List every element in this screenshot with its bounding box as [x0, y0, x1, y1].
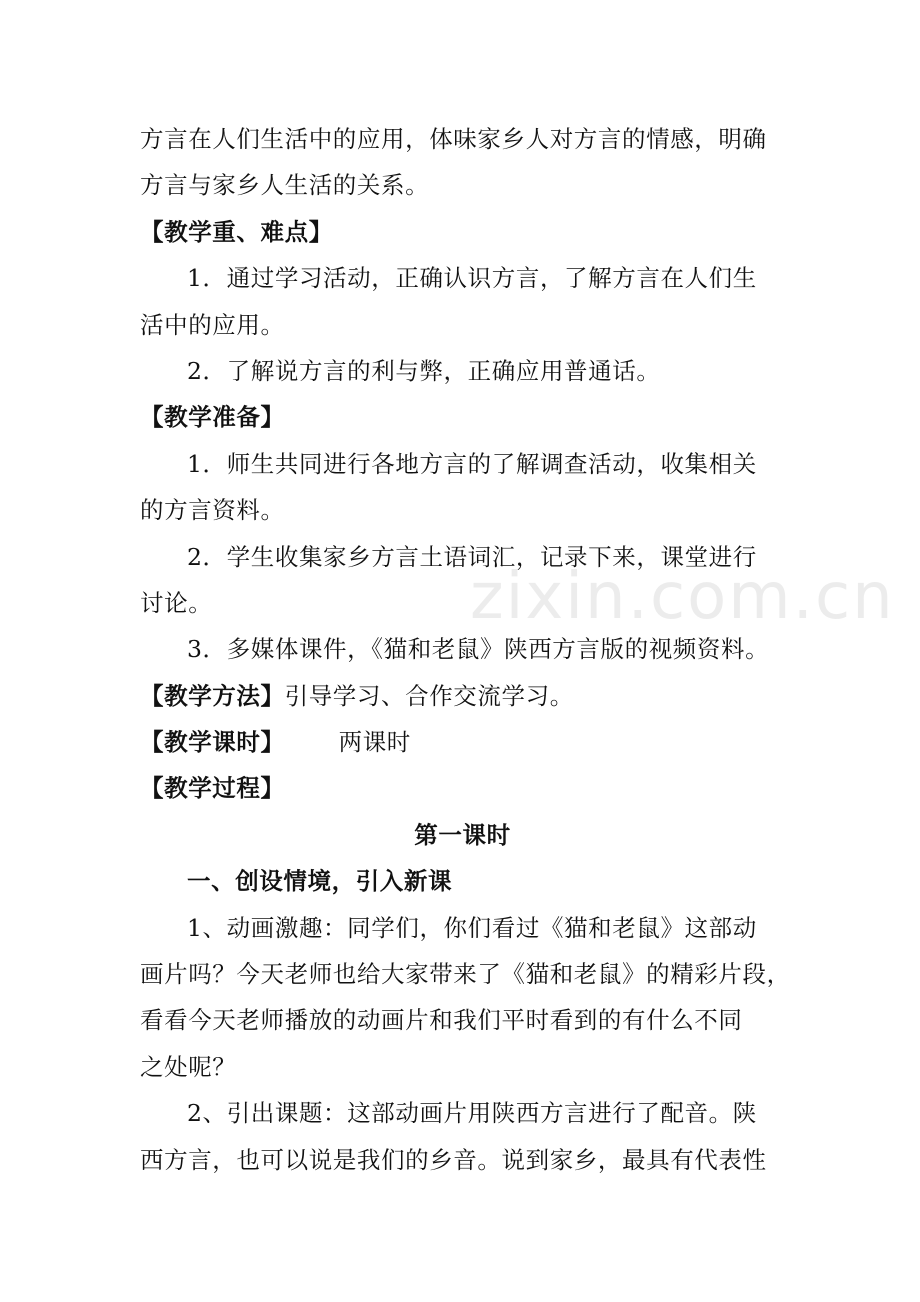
- paragraph-line: 2．了解说方言的利与弊，正确应用普通话。: [187, 356, 661, 385]
- paragraph-line: 方言与家乡人生活的关系。: [140, 171, 430, 200]
- document-page: [140, 116, 791, 1183]
- section-heading: 【教学方法】: [140, 681, 285, 710]
- lesson-title: 第一课时: [414, 820, 511, 849]
- section-heading: 【教学重、难点】: [140, 217, 333, 246]
- hours-line: [140, 719, 785, 765]
- method-text: 引导学习、合作交流学习。: [284, 681, 574, 710]
- paragraph-line: 2．学生收集家乡方言土语词汇，记录下来，课堂进行: [187, 542, 757, 571]
- paragraph-line: 讨论。: [140, 588, 213, 617]
- watermark: zixin.com.cn: [470, 560, 895, 634]
- paragraph-line: 西方言，也可以说是我们的乡音。说到家乡，最具有代表性: [140, 1145, 767, 1174]
- paragraph-line: 方言在人们生活中的应用，体味家乡人对方言的情感，明确: [140, 125, 767, 153]
- paragraph-line: 1、动画激趣：同学们，你们看过《猫和老鼠》这部动: [187, 913, 757, 942]
- section-heading: 【教学过程】: [140, 774, 285, 803]
- paragraph-line: 1．通过学习活动，正确认识方言，了解方言在人们生: [187, 264, 757, 293]
- paragraph-line: 1．师生共同进行各地方言的了解调查活动，收集相关: [187, 449, 757, 478]
- section-heading: 【教学准备】: [140, 403, 285, 432]
- subsection-heading: 一、创设情境，引入新课: [187, 867, 453, 896]
- paragraph-line: 3．多媒体课件，《猫和老鼠》陕西方言版的视频资料。: [187, 635, 770, 664]
- paragraph-line: 之处呢？: [140, 1052, 237, 1081]
- paragraph-line: 2、引出课题：这部动画片用陕西方言进行了配音。陕: [187, 1099, 757, 1128]
- paragraph-line: 活中的应用。: [140, 310, 285, 339]
- paragraph-line: 看看今天老师播放的动画片和我们平时看到的有什么不同: [140, 1006, 743, 1035]
- section-heading: 【教学课时】: [140, 728, 285, 757]
- method-line: [140, 673, 785, 719]
- paragraph-line: 的方言资料。: [140, 496, 285, 525]
- hours-text: 两课时: [338, 728, 411, 757]
- paragraph-line: 画片吗？今天老师也给大家带来了《猫和老鼠》的精彩片段，: [140, 960, 791, 989]
